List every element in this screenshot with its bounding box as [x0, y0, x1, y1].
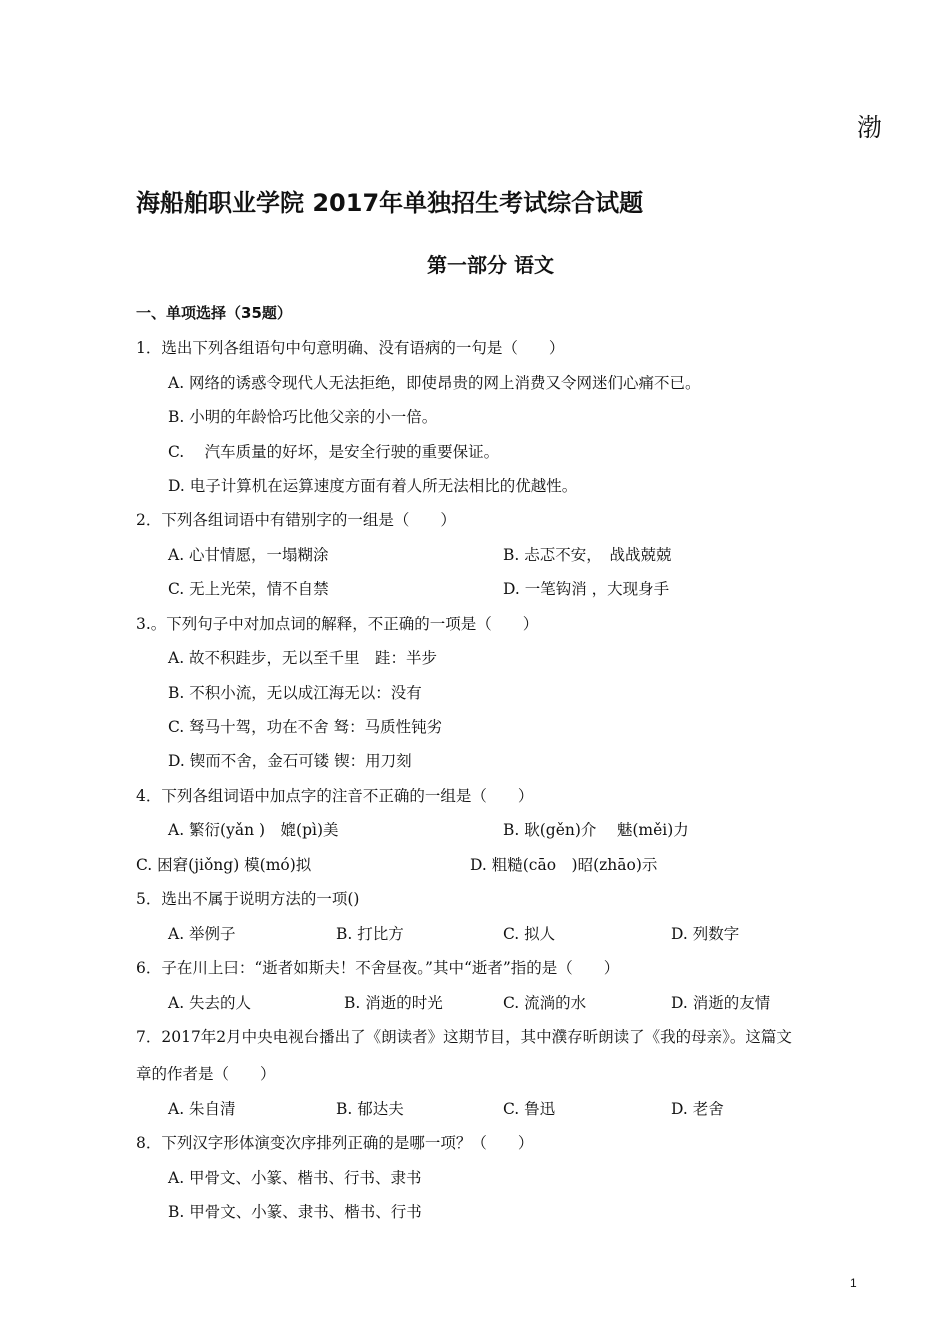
question-5-option-b: B. 打比方 — [336, 925, 404, 943]
question-2-option-a: A. 心甘情愿，一塌糊涂 — [168, 546, 329, 564]
part-title: 第一部分 语文 — [427, 253, 554, 277]
question-4-stem: 4．下列各组词语中加点字的注音不正确的一组是（ ） — [136, 787, 534, 805]
question-6-stem: 6．子在川上曰：“逝者如斯夫！不舍昼夜。”其中“逝者”指的是（ ） — [136, 959, 620, 977]
question-6-option-d: D. 消逝的友情 — [671, 994, 771, 1012]
question-6-option-c: C. 流淌的水 — [503, 994, 587, 1012]
question-3-stem: 3.。下列句子中对加点词的解释，不正确的一项是（ ） — [136, 615, 539, 633]
header-corner-char: 渤 — [857, 113, 883, 142]
question-2-stem: 2．下列各组词语中有错别字的一组是（ ） — [136, 511, 456, 529]
question-7-option-a: A. 朱自清 — [168, 1100, 236, 1118]
question-3-option-b: B. 不积小流，无以成江海无以：没有 — [168, 684, 422, 702]
question-7-option-b: B. 郁达夫 — [336, 1100, 404, 1118]
exam-title: 海船舶职业学院 2017年单独招生考试综合试题 — [136, 189, 644, 217]
question-5-option-a: A. 举例子 — [168, 925, 236, 943]
question-8-stem: 8．下列汉字形体演变次序排列正确的是哪一项？（ ） — [136, 1134, 534, 1152]
question-8-option-b: B. 甲骨文、小篆、隶书、楷书、行书 — [168, 1203, 422, 1221]
question-5-option-c: C. 拟人 — [503, 925, 556, 943]
question-4-option-a: A. 繁衍(yǎn ) 媲(pì)美 — [168, 821, 339, 839]
question-4-option-c: C. 困窘(jiǒng) 模(mó)拟 — [136, 856, 312, 874]
question-1-option-d: D. 电子计算机在运算速度方面有着人所无法相比的优越性。 — [168, 477, 578, 495]
question-1-option-b: B. 小明的年龄恰巧比他父亲的小一倍。 — [168, 408, 438, 426]
question-4-option-b: B. 耿(gěn)介 魅(měi)力 — [503, 821, 689, 839]
question-2-option-d: D. 一笔钩消 ，大现身手 — [503, 580, 670, 598]
question-3-option-c: C. 驽马十驾，功在不舍 驽：马质性钝劣 — [168, 718, 443, 736]
question-7-stem-line-1: 7．2017年2月中央电视台播出了《朗读者》这期节目，其中濮存昕朗读了《我的母亲》。这篇文 — [136, 1028, 792, 1046]
question-4-option-d: D. 粗糙(cāo )昭(zhāo)示 — [470, 856, 658, 874]
question-6-option-b: B. 消逝的时光 — [344, 994, 443, 1012]
page-number: 1 — [850, 1276, 857, 1290]
question-1-option-a: A. 网络的诱惑令现代人无法拒绝，即使昂贵的网上消费又令网迷们心痛不已。 — [168, 374, 701, 392]
question-2-option-c: C. 无上光荣，情不自禁 — [168, 580, 329, 598]
question-5-option-d: D. 列数字 — [671, 925, 740, 943]
question-6-option-a: A. 失去的人 — [168, 994, 252, 1012]
section-title: 一、单项选择（35题） — [136, 304, 292, 322]
question-3-option-d: D. 锲而不舍，金石可镂 锲：用刀刻 — [168, 752, 412, 770]
question-1-stem: 1．选出下列各组语句中句意明确、没有语病的一句是（ ） — [136, 339, 565, 357]
question-8-option-a: A. 甲骨文、小篆、楷书、行书、隶书 — [168, 1169, 422, 1187]
question-5-stem: 5．选出不属于说明方法的一项() — [136, 890, 360, 908]
question-7-stem-line-2: 章的作者是（ ） — [136, 1065, 276, 1083]
question-7-option-c: C. 鲁迅 — [503, 1100, 556, 1118]
question-7-option-d: D. 老舍 — [671, 1100, 724, 1118]
question-1-option-c: C. 汽车质量的好坏，是安全行驶的重要保证。 — [168, 443, 500, 461]
question-2-option-b: B. 忐忑不安， 战战兢兢 — [503, 546, 672, 564]
question-3-option-a: A. 故不积跬步，无以至千里 跬：半步 — [168, 649, 438, 667]
